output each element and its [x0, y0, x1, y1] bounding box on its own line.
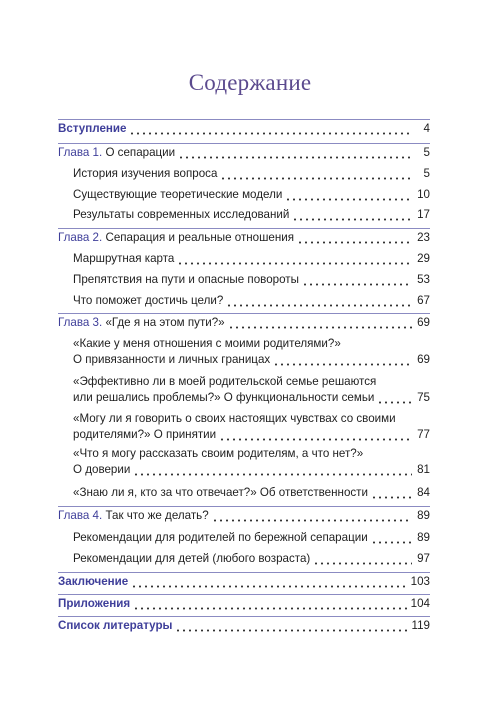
dot-leader	[371, 530, 412, 546]
toc-page-number: 97	[417, 552, 430, 565]
dot-leader	[371, 485, 412, 501]
chapter-number: Глава 2.	[58, 231, 103, 244]
toc-entry-label: Приложения	[58, 597, 131, 610]
toc-entry-label: Рекомендации для детей (любого возраста)	[73, 552, 311, 565]
dot-leader	[175, 618, 407, 634]
toc-entry-label: «Знаю ли я, кто за что отвечает?» Об ответственности	[73, 486, 368, 499]
toc-entry-appendices[interactable]	[0, 596, 500, 612]
toc-page-number: 104	[410, 597, 430, 610]
divider	[58, 506, 430, 507]
toc-page-number: 81	[417, 463, 430, 476]
dot-leader	[178, 145, 412, 161]
dot-leader	[226, 293, 412, 309]
toc-entry[interactable]	[0, 530, 500, 546]
toc-entry-chapter-4[interactable]	[0, 508, 500, 524]
toc-entry[interactable]	[0, 272, 500, 288]
page-title: Содержание	[188, 70, 312, 95]
dot-leader	[133, 462, 412, 478]
toc-page-number: 5	[423, 146, 430, 159]
toc-entry[interactable]	[0, 374, 500, 406]
toc-entry-first-line: «Могу ли я говорить о своих настоящих чувствах со своими	[73, 412, 396, 425]
toc-entry[interactable]	[0, 551, 500, 567]
divider	[58, 616, 430, 617]
divider	[58, 143, 430, 144]
toc-page-number: 75	[417, 391, 430, 404]
toc-entry-label: О доверии	[73, 463, 131, 476]
toc-entry-label	[58, 145, 178, 161]
chapter-number: Глава 1.	[58, 146, 103, 159]
toc-page-number: 23	[417, 231, 430, 244]
toc-entry-label: Существующие теоретические модели	[73, 188, 283, 201]
toc-entry-first-line: «Какие у меня отношения с моими родителями?»	[73, 337, 341, 350]
toc-entry-label: Рекомендации для родителей по бережной сепарации	[73, 531, 368, 544]
toc-page-number: 5	[423, 167, 430, 180]
toc-entry-first-line: «Эффективно ли в моей родительской семье решаются	[73, 375, 377, 388]
toc-page-number: 67	[417, 294, 430, 307]
dot-leader	[377, 390, 412, 406]
dot-leader	[212, 508, 412, 524]
chapter-title: Так что же делать?	[102, 509, 209, 522]
divider	[58, 313, 430, 314]
toc-page-number: 77	[417, 428, 430, 441]
toc-entry-label	[58, 230, 297, 246]
toc-entry-conclusion[interactable]	[0, 574, 500, 590]
toc-entry-label: Заключение	[58, 575, 129, 588]
toc-entry-label: Препятствия на пути и опасные повороты	[73, 273, 299, 286]
toc-entry-bibliography[interactable]	[0, 618, 500, 634]
toc-entry-label: Что поможет достичь цели?	[73, 294, 224, 307]
toc-entry-chapter-2[interactable]	[0, 230, 500, 246]
toc-entry[interactable]	[0, 251, 500, 267]
toc-page-number: 89	[417, 509, 430, 522]
dot-leader	[219, 427, 412, 443]
toc-entry[interactable]	[0, 187, 500, 203]
dot-leader	[228, 315, 412, 331]
dot-leader	[313, 551, 412, 567]
dot-leader	[302, 272, 412, 288]
toc-entry-label: История изучения вопроса	[73, 167, 218, 180]
dot-leader	[292, 207, 412, 223]
toc-entry-label: Вступление	[58, 122, 127, 135]
dot-leader	[133, 596, 407, 612]
toc-entry-label: Список литературы	[58, 619, 173, 632]
dot-leader	[285, 187, 412, 203]
toc-page-number: 4	[423, 122, 430, 135]
toc-page-number: 10	[417, 188, 430, 201]
toc-entry-label: Результаты современных исследований	[73, 208, 290, 221]
toc-page-number: 53	[417, 273, 430, 286]
chapter-number: Глава 3.	[58, 316, 103, 329]
chapter-title: Сепарация и реальные отношения	[102, 231, 295, 244]
toc-page-number: 69	[417, 316, 430, 329]
dot-leader	[297, 230, 412, 246]
dot-leader	[177, 251, 412, 267]
chapter-number: Глава 4.	[58, 509, 103, 522]
toc-page-number: 119	[411, 619, 430, 632]
toc-page-number: 84	[417, 486, 430, 499]
toc-page-number: 69	[417, 353, 430, 366]
toc-entry-chapter-1[interactable]	[0, 145, 500, 161]
toc-entry[interactable]	[0, 207, 500, 223]
divider	[58, 594, 430, 595]
toc-entry-label	[58, 315, 228, 331]
dot-leader	[129, 121, 412, 137]
toc-page-number: 17	[417, 208, 430, 221]
toc-entry-label: родителями?» О принятии	[73, 428, 217, 441]
dot-leader	[220, 166, 412, 182]
toc-entry-intro[interactable]	[0, 121, 500, 137]
toc-entry[interactable]	[0, 336, 500, 368]
toc-entry[interactable]	[0, 485, 500, 501]
toc-page-number: 89	[417, 531, 430, 544]
chapter-title: О сепарации	[102, 146, 176, 159]
divider	[58, 228, 430, 229]
divider	[58, 119, 430, 120]
toc-entry-label: Маршрутная карта	[73, 252, 175, 265]
toc-entry-label	[58, 508, 212, 524]
toc-entry-label: или решались проблемы?» О функциональности семьи	[73, 391, 375, 404]
toc-entry-first-line: «Что я могу рассказать своим родителям, а что нет?»	[73, 447, 364, 460]
toc-entry[interactable]	[0, 293, 500, 309]
toc-entry[interactable]	[0, 166, 500, 182]
toc-page-number: 29	[417, 252, 430, 265]
toc-entry[interactable]	[0, 446, 500, 478]
chapter-title: «Где я на этом пути?»	[102, 316, 225, 329]
dot-leader	[273, 352, 412, 368]
toc-entry-chapter-3[interactable]	[0, 315, 500, 331]
dot-leader	[131, 574, 406, 590]
divider	[58, 572, 430, 573]
toc-entry[interactable]	[0, 411, 500, 443]
toc-page-number: 103	[410, 575, 430, 588]
toc-entry-label: О привязанности и личных границах	[73, 353, 271, 366]
